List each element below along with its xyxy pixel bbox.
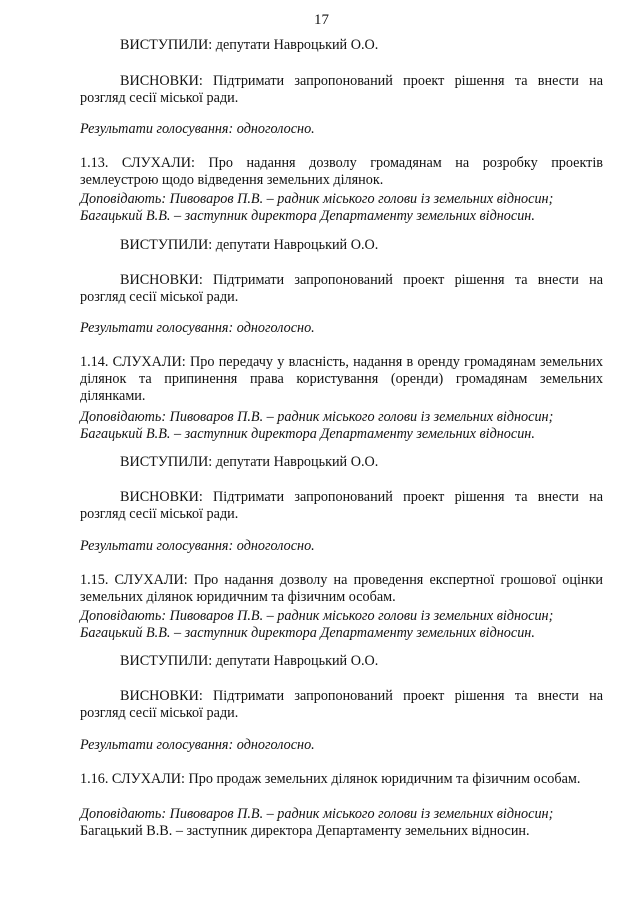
page-number: 17 bbox=[314, 12, 329, 28]
reporter-line: Доповідають: Пивоваров П.В. – радник міського голови із земельних відносин; bbox=[80, 409, 554, 425]
speakers-line: ВИСТУПИЛИ: депутати Навроцький О.О. bbox=[120, 454, 379, 470]
conclusion-paragraph: ВИСНОВКИ: Підтримати запропонований проект рішення та внести на розгляд сесії міської ради. bbox=[80, 73, 603, 106]
heard-item-1-13: 1.13. СЛУХАЛИ: Про надання дозволу громадянам на розробку проектів землеустрою щодо відведення земельних ділянок. bbox=[80, 155, 603, 188]
speakers-line: ВИСТУПИЛИ: депутати Навроцький О.О. bbox=[120, 237, 379, 253]
vote-result: Результати голосування: одноголосно. bbox=[80, 538, 315, 554]
speakers-line: ВИСТУПИЛИ: депутати Навроцький О.О. bbox=[120, 37, 379, 53]
reporter-line: Доповідають: Пивоваров П.В. – радник міського голови із земельних відносин; bbox=[80, 806, 554, 822]
conclusion-paragraph: ВИСНОВКИ: Підтримати запропонований проект рішення та внести на розгляд сесії міської ради. bbox=[80, 272, 603, 305]
reporter-line: Багацький В.В. – заступник директора Департаменту земельних відносин. bbox=[80, 625, 535, 641]
vote-result: Результати голосування: одноголосно. bbox=[80, 320, 315, 336]
conclusion-paragraph: ВИСНОВКИ: Підтримати запропонований проект рішення та внести на розгляд сесії міської ради. bbox=[80, 489, 603, 522]
reporter-line: Доповідають: Пивоваров П.В. – радник міського голови із земельних відносин; bbox=[80, 191, 554, 207]
reporter-line: Багацький В.В. – заступник директора Департаменту земельних відносин. bbox=[80, 823, 530, 839]
reporter-line: Доповідають: Пивоваров П.В. – радник міського голови із земельних відносин; bbox=[80, 608, 554, 624]
speakers-line: ВИСТУПИЛИ: депутати Навроцький О.О. bbox=[120, 653, 379, 669]
vote-result: Результати голосування: одноголосно. bbox=[80, 121, 315, 137]
reporter-line: Багацький В.В. – заступник директора Департаменту земельних відносин. bbox=[80, 208, 535, 224]
heard-item-1-16: 1.16. СЛУХАЛИ: Про продаж земельних ділянок юридичним та фізичним особам. bbox=[80, 771, 581, 787]
vote-result: Результати голосування: одноголосно. bbox=[80, 737, 315, 753]
conclusion-paragraph: ВИСНОВКИ: Підтримати запропонований проект рішення та внести на розгляд сесії міської ради. bbox=[80, 688, 603, 721]
heard-item-1-15: 1.15. СЛУХАЛИ: Про надання дозволу на проведення експертної грошової оцінки земельних ділянок юридичним та фізичним особам. bbox=[80, 572, 603, 605]
heard-item-1-14: 1.14. СЛУХАЛИ: Про передачу у власність, надання в оренду громадянам земельних ділянок та припинення права користування (оренди) громадянам земельних ділянками. bbox=[80, 354, 603, 404]
reporter-line: Багацький В.В. – заступник директора Департаменту земельних відносин. bbox=[80, 426, 535, 442]
